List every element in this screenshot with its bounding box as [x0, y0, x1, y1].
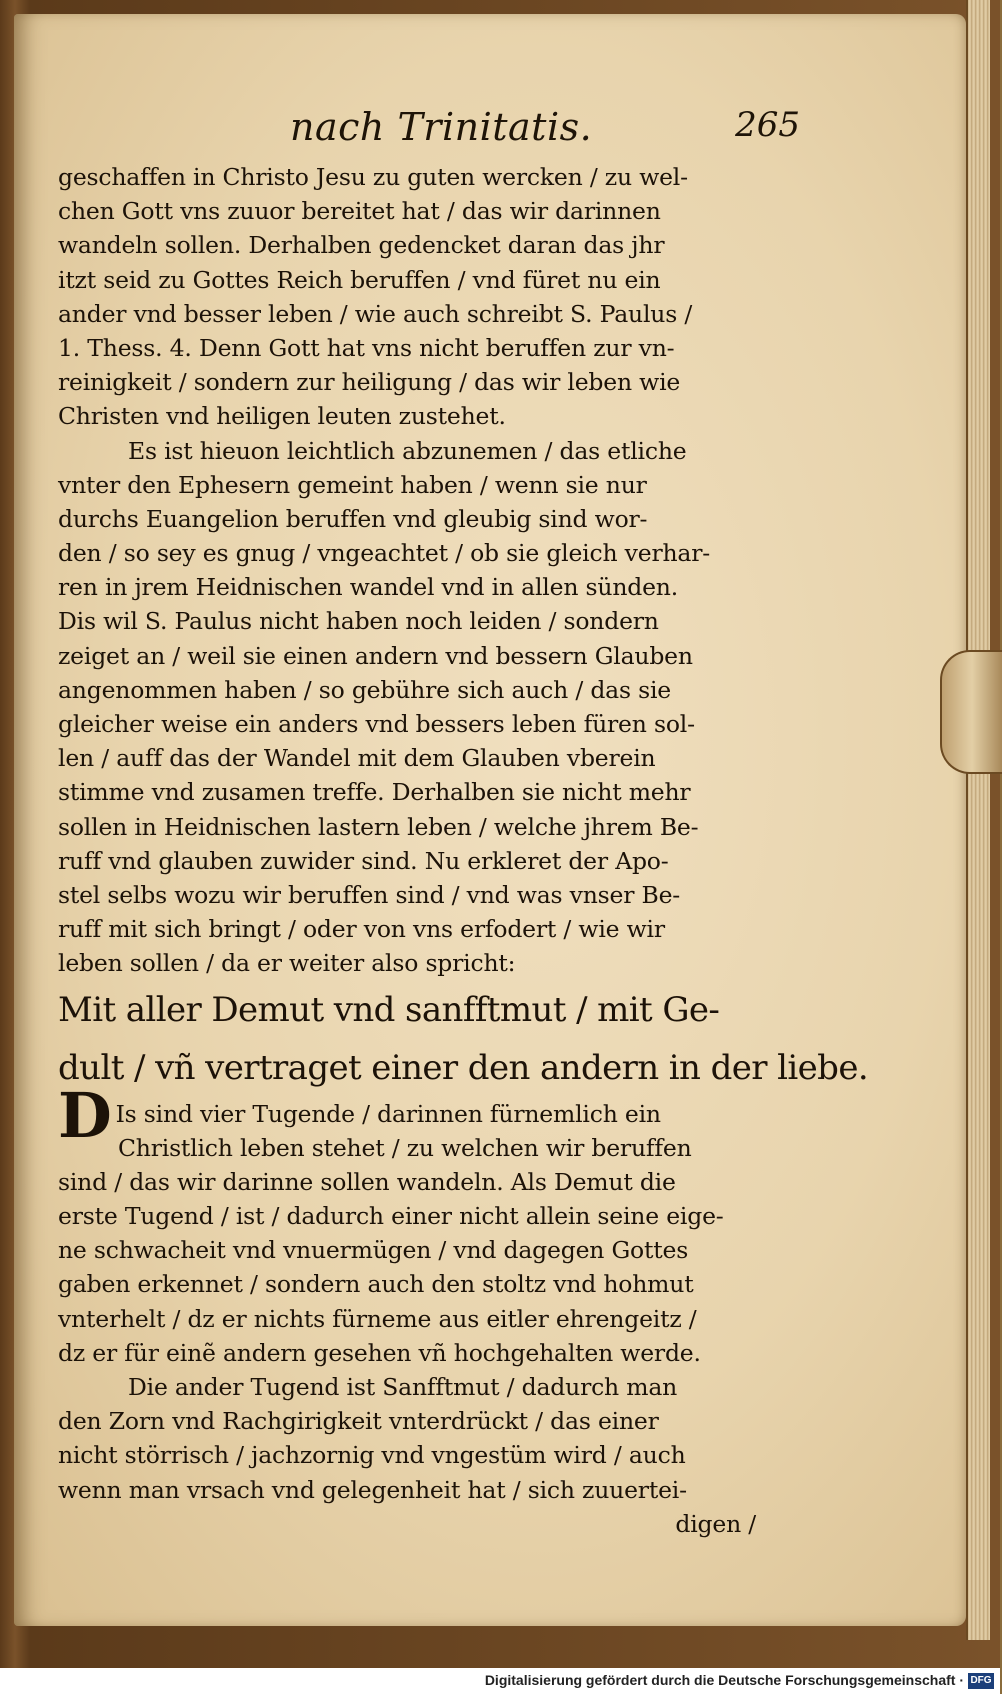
dfg-logo-icon: DFG: [968, 1673, 994, 1689]
line-text: den Zorn vnd Rachgirigkeit vnterdrückt / das einer: [58, 1407, 659, 1436]
line-text: vnter den Ephesern gemeint haben / wenn sie nur: [58, 470, 647, 499]
line-text: digen /: [675, 1509, 756, 1538]
line-text: wandeln sollen. Derhalben gedencket daran das jhr: [58, 231, 665, 260]
text-line: [58, 1302, 796, 1336]
text-line: [58, 263, 796, 297]
line-text: ander vnd besser leben / wie auch schreibt S. Paulus /: [58, 299, 693, 328]
text-line: [58, 878, 796, 912]
text-line: [58, 1507, 796, 1541]
line-text: ren in jrem Heidnischen wandel vnd in allen sünden.: [58, 573, 679, 602]
text-line: [58, 331, 796, 365]
book-clasp: [940, 650, 1002, 774]
text-line: [58, 399, 796, 433]
line-text: vnterhelt / dz er nichts fürneme aus eitler ehrengeitz /: [58, 1304, 697, 1333]
line-text: itzt seid zu Gottes Reich beruffen / vnd füret nu ein: [58, 265, 661, 294]
footer-credit: Digitalisierung gefördert durch die Deutsche Forschungsgemeinschaft ·: [484, 1672, 964, 1688]
text-line: [58, 434, 796, 468]
text-line: [58, 1438, 796, 1472]
text-line: [58, 1370, 796, 1404]
text-line: [58, 194, 796, 228]
text-line: [58, 228, 796, 262]
line-text: chen Gott vns zuuor bereitet hat / das wir darinnen: [58, 197, 661, 226]
page-fore-edge: [966, 0, 990, 1640]
line-text: den / so sey es gnug / vngeachtet / ob sie gleich verhar-: [58, 539, 711, 568]
line-text: Christen vnd heiligen leuten zustehet.: [58, 402, 506, 431]
text-line: [58, 297, 796, 331]
text-line: [58, 1131, 796, 1165]
line-text: geschaffen in Christo Jesu zu guten wercken / zu wel-: [58, 163, 688, 191]
line-text: ne schwacheit vnd vnuermügen / vnd dagegen Gottes: [58, 1236, 689, 1265]
line-text: zeiget an / weil sie einen andern vnd bessern Glauben: [58, 641, 693, 670]
text-line: [58, 707, 796, 741]
line-text: Die ander Tugend ist Sanfftmut / dadurch man: [128, 1373, 678, 1401]
line-text: dult / vñ vertraget einer den andern in der liebe.: [58, 1047, 869, 1088]
line-text: leben sollen / da er weiter also spricht:: [58, 949, 516, 978]
text-line: [58, 502, 796, 536]
text-line: [58, 981, 796, 1039]
line-text: wenn man vrsach vnd gelegenheit hat / sich zuuertei-: [58, 1475, 687, 1504]
text-line: [58, 741, 796, 775]
line-text: len / auff das der Wandel mit dem Glauben vberein: [58, 744, 656, 773]
line-text: reinigkeit / sondern zur heiligung / das wir leben wie: [58, 368, 681, 397]
text-line: [58, 1233, 796, 1267]
text-line: [58, 1267, 796, 1301]
running-head: nach Trinitatis.: [290, 105, 593, 149]
line-text: erste Tugend / ist / dadurch einer nicht allein seine eige-: [58, 1202, 724, 1231]
text-line: [58, 536, 796, 570]
footer-bar: [0, 1668, 1000, 1694]
page-number: 265: [735, 105, 800, 145]
line-text: Es ist hieuon leichtlich abzunemen / das etliche: [128, 436, 687, 465]
text-line: [58, 1039, 869, 1097]
line-text: durchs Euangelion beruffen vnd gleubig sind wor-: [58, 504, 648, 533]
drop-cap-initial: D: [58, 1078, 112, 1152]
text-line: [58, 673, 796, 707]
text-line: [58, 365, 796, 399]
line-text: Christlich leben stehet / zu welchen wir beruffen: [118, 1133, 692, 1162]
line-text: dz er für einẽ andern gesehen vñ hochgehalten werde.: [58, 1338, 701, 1367]
text-line: [58, 844, 796, 878]
line-text: stel selbs wozu wir beruffen sind / vnd was vnser Be-: [58, 880, 681, 909]
text-line: [58, 775, 796, 809]
line-text: 1. Thess. 4. Denn Gott hat vns nicht beruffen zur vn-: [58, 333, 675, 362]
text-line: [58, 946, 796, 980]
line-text: ruff mit sich bringt / oder von vns erfodert / wie wir: [58, 915, 665, 944]
line-text: Dis wil S. Paulus nicht haben noch leiden / sondern: [58, 607, 659, 636]
text-line: [58, 1199, 796, 1233]
line-text: angenommen haben / so gebühre sich auch / das sie: [58, 675, 672, 704]
text-line: [58, 468, 796, 502]
page-header: [280, 105, 800, 165]
text-line: [58, 639, 796, 673]
text-line: [58, 1165, 796, 1199]
text-line: [58, 604, 796, 638]
line-text: gleicher weise ein anders vnd bessers leben füren sol-: [58, 710, 695, 738]
line-text: sollen in Heidnischen lastern leben / welche jhrem Be-: [58, 812, 699, 841]
line-text: Is sind vier Tugende / darinnen fürnemlich ein: [115, 1099, 661, 1128]
text-line: [58, 570, 796, 604]
body-text: [58, 160, 869, 1541]
line-text: stimme vnd zusamen treffe. Derhalben sie nicht mehr: [58, 778, 691, 807]
line-text: sind / das wir darinne sollen wandeln. Als Demut die: [58, 1167, 676, 1196]
text-line: [58, 160, 796, 194]
line-text: nicht störrisch / jachzornig vnd vngestüm wird / auch: [58, 1441, 686, 1470]
line-text: ruff vnd glauben zuwider sind. Nu erkleret der Apo-: [58, 846, 669, 875]
line-text: Mit aller Demut vnd sanfftmut / mit Ge-: [58, 989, 720, 1030]
line-text: gaben erkennet / sondern auch den stoltz vnd hohmut: [58, 1270, 694, 1299]
text-line: [58, 1473, 796, 1507]
text-line: [58, 912, 796, 946]
text-line: [58, 810, 796, 844]
text-line: [58, 1336, 796, 1370]
text-line: [58, 1404, 796, 1438]
